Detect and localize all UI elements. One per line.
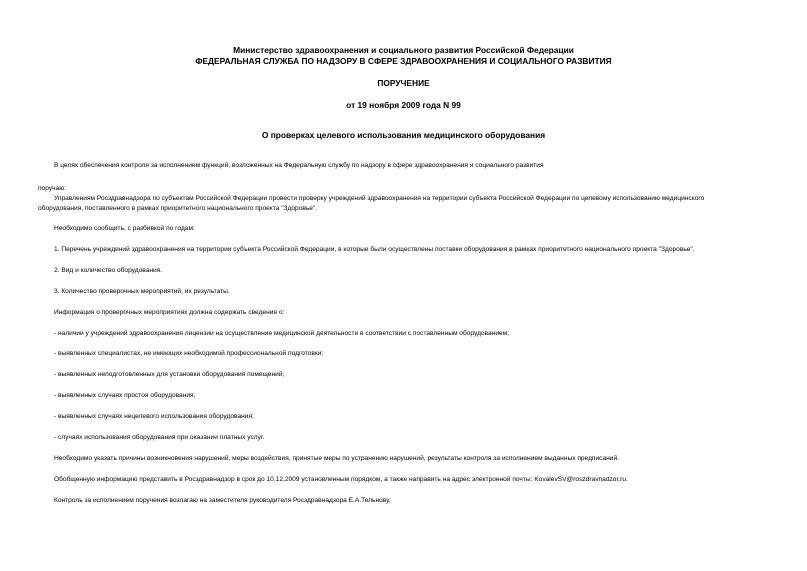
report-item-3: 3. Количество проверочных мероприятий, их результаты.: [54, 288, 230, 295]
info-item-paid-services: - случаях использования оборудования при оказании платных услуг.: [54, 434, 265, 441]
info-item-license: - наличии у учреждений здравоохранения лицензии на осуществление медицинской деятельности в соответствии с поставленным оборудованием;: [54, 330, 510, 337]
service-title: ФЕДЕРАЛЬНАЯ СЛУЖБА ПО НАДЗОРУ В СФЕРЕ ЗДРАВООХРАНЕНИЯ И СОЦИАЛЬНОГО РАЗВИТИЯ: [195, 56, 612, 66]
poruchayu-label: поручаю:: [38, 185, 67, 192]
instruction-line-1: Управлениям Росздравнадзора по субъектам Российской Федерации провести проверку учреждений здравоохранения на территории субъекта Российской Федерации по целевому использованию медицинского: [54, 195, 705, 202]
info-intro: Информация о проверочных мероприятиях должна содержать сведения о:: [54, 309, 285, 316]
causes-paragraph: Необходимо указать причины возникновения нарушений, меры воздействия, принятые меры по устранению нарушений, результаты контроля за исполнением выданных предписаний.: [54, 455, 619, 462]
info-item-misuse: - выявленных случаях нецелевого использования оборудования;: [54, 413, 254, 420]
report-item-1: 1. Перечень учреждений здравоохранения на территории субъекта Российской Федерации, в которые были осуществлены поставки оборудования в рамках приоритетного национального проекта "Здоровье".: [54, 246, 695, 253]
submit-paragraph: Обобщенную информацию представить в Росздравнадзор в срок до 10.12.2009 установленным порядком, а также направить на адрес электронной почты: KovalevSV@roszdravnadzor.ru.: [54, 476, 628, 483]
info-item-idle: - выявленных случаях простоя оборудования;: [54, 392, 196, 399]
intro-paragraph: В целях обеспечения контроля за исполнением функций, возложенных на Федеральную службу по надзору в сфере здравоохранения и социального развития: [54, 162, 544, 169]
document-subject: О проверках целевого использования медицинского оборудования: [261, 130, 546, 140]
info-item-specialists: - выявленных специалистах, не имеющих необходимой профессиональной подготовки;: [54, 350, 324, 357]
instruction-line-2: оборудования, поставленного в рамках приоритетного национального проекта "Здоровье".: [38, 205, 318, 212]
control-paragraph: Контроль за исполнением поручения возлагаю на заместителя руководителя Росздравнадзора Е.А.Тельнову.: [54, 497, 391, 504]
info-item-premises: - выявленных неподготовленных для установки оборудования помещений;: [54, 371, 285, 378]
report-item-2: 2. Вид и количество оборудования.: [54, 267, 163, 274]
report-intro: Необходимо сообщить, с разбивкой по годам:: [54, 225, 195, 232]
ministry-title: Министерство здравоохранения и социального развития Российской Федерации: [233, 45, 574, 55]
document-type: ПОРУЧЕНИЕ: [377, 78, 430, 88]
document-date-number: от 19 ноября 2009 года N 99: [346, 100, 461, 110]
